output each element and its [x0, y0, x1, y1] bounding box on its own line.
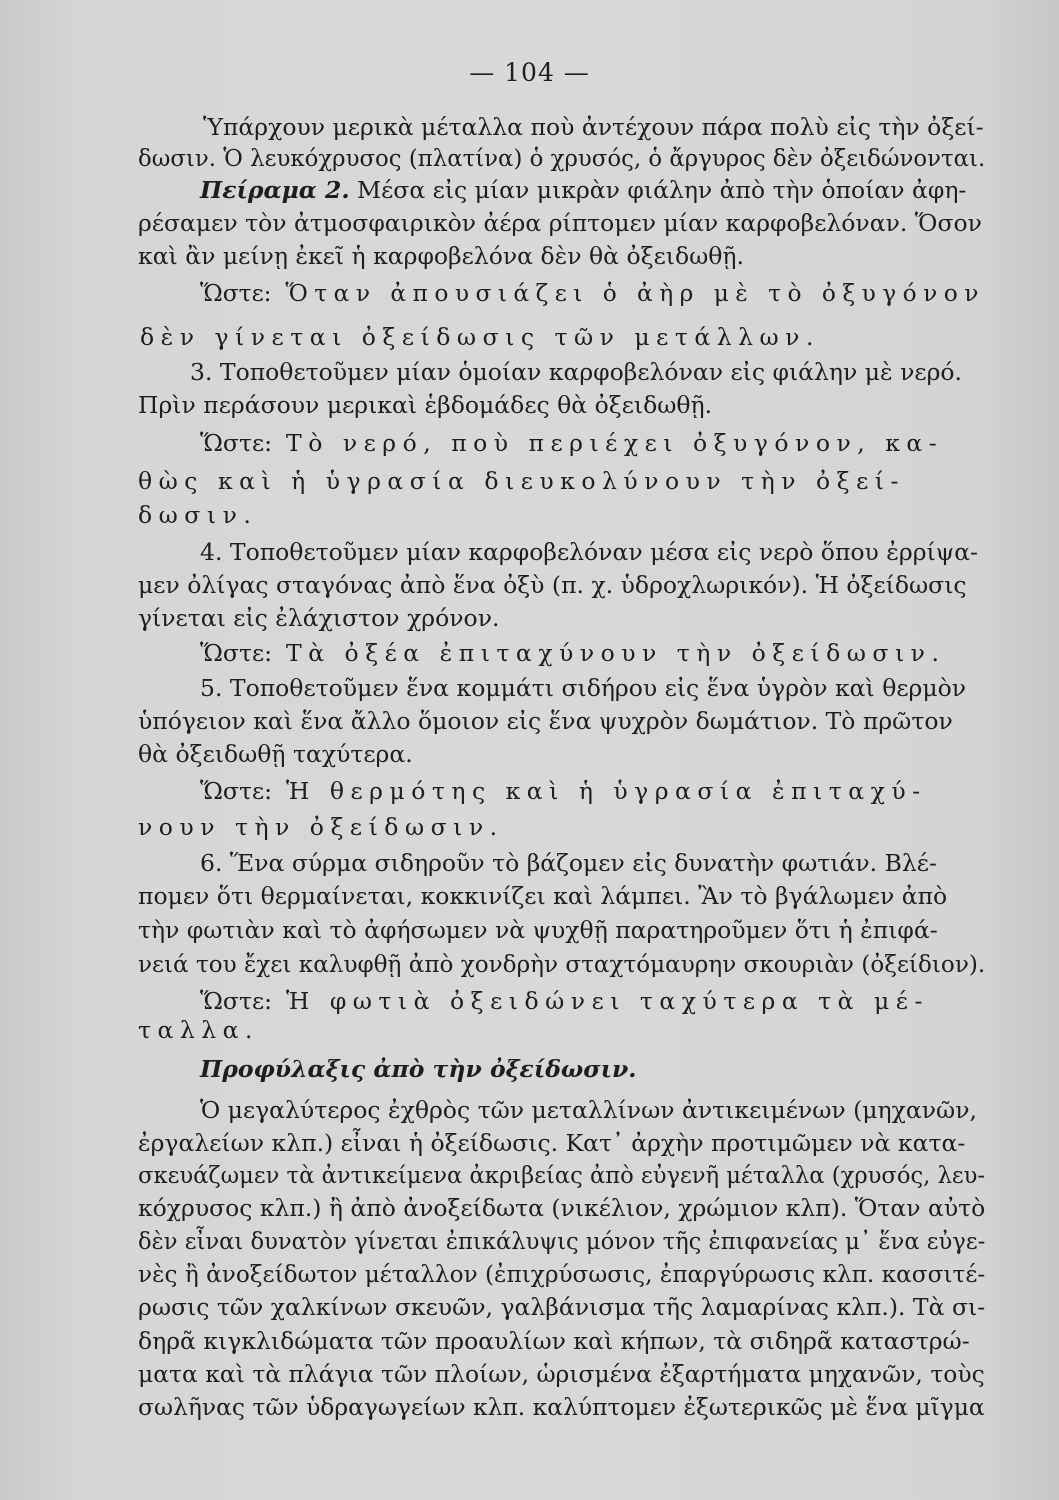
text-line: 5. Τοποθετοῦμεν ἕνα κομμάτι σιδήρου εἰς ἕνα ὑγρὸν καὶ θερμὸν [200, 674, 967, 702]
text-line: Ὑπάρχουν μερικὰ μέταλλα ποὺ ἀντέχουν πάρα πολὺ εἰς τὴν ὀξεί- [203, 113, 984, 141]
conclusion-line: νουν τὴν ὀξείδωσιν. [138, 813, 504, 841]
text-line: μεν ὀλίγας σταγόνας ἀπὸ ἕνα ὀξὺ (π. χ. ὑδροχλωρικόν). Ἡ ὀξείδωσις [138, 571, 967, 599]
text-line: Πρὶν περάσουν μερικαὶ ἑβδομάδες θὰ ὀξειδωθῇ. [138, 391, 713, 419]
text-line: δηρᾶ κιγκλιδώματα τῶν προαυλίων καὶ κήπων, τὰ σιδηρᾶ καταστρώ- [138, 1327, 970, 1355]
conclusion-line: δωσιν. [138, 501, 258, 529]
section-heading: Προφύλαξις ἀπὸ τὴν ὀξείδωσιν. [200, 1055, 637, 1083]
text-line: θὰ ὀξειδωθῇ ταχύτερα. [138, 740, 413, 768]
text-line: ἐργαλείων κλπ.) εἶναι ἡ ὀξείδωσις. Κατ᾽ ἀρχὴν προτιμῶμεν νὰ κατα- [138, 1129, 966, 1157]
text-line: 4. Τοποθετοῦμεν μίαν καρφοβελόναν μέσα εἰς νερὸ ὅπου ἐρρίψα- [200, 538, 979, 566]
text-line: 6. Ἕνα σύρμα σιδηροῦν τὸ βάζομεν εἰς δυνατὴν φωτιάν. Βλέ- [200, 849, 937, 877]
text-line: 3. Τοποθετοῦμεν μίαν ὁμοίαν καρφοβελόναν εἰς φιάλην μὲ νερό. [190, 358, 963, 386]
text-line: καὶ ἂν μείνῃ ἐκεῖ ἡ καρφοβελόνα δὲν θὰ ὀξειδωθῇ. [138, 242, 744, 270]
text-line: σκευάζωμεν τὰ ἀντικείμενα ἀκριβείας ἀπὸ εὐγενῆ μέταλλα (χρυσός, λευ- [138, 1161, 986, 1189]
text-line: τὴν φωτιὰν καὶ τὸ ἀφήσωμεν νὰ ψυχθῇ παρατηροῦμεν ὅτι ἡ ἐπιφά- [138, 916, 938, 944]
text-line: δὲν εἶναι δυνατὸν γίνεται ἐπικάλυψις μόνον τῆς ἐπιφανείας μ᾽ ἕνα εὐγε- [138, 1227, 986, 1255]
text-line: Πείραμα 2. Μέσα εἰς μίαν μικρὰν φιάλην ἀπὸ τὴν ὁποίαν ἀφη- [200, 176, 967, 204]
conclusion-line: Ὥστε: Ἡ θερμότης καὶ ἡ ὑγρασία ἐπιταχύ- [200, 777, 927, 805]
conclusion-line: ταλλα. [138, 1016, 259, 1044]
conclusion-line: Ὥστε: Τὸ νερό, ποὺ περιέχει ὀξυγόνον, κα- [200, 429, 944, 457]
text-line: ρέσαμεν τὸν ἀτμοσφαιρικὸν ἀέρα ρίπτομεν μίαν καρφοβελόναν. Ὅσον [138, 209, 982, 237]
text-line: σωλῆνας τῶν ὑδραγωγείων κλπ. καλύπτομεν ἐξωτερικῶς μὲ ἕνα μῖγμα [138, 1393, 985, 1421]
text-line: κόχρυσος κλπ.) ἢ ἀπὸ ἀνοξείδωτα (νικέλιον, χρώμιον κλπ). Ὅταν αὐτὸ [138, 1194, 986, 1222]
experiment-label: Πείραμα 2. [200, 176, 350, 204]
conclusion-line: Ὥστε: Ὅταν ἀπουσιάζει ὁ ἀὴρ μὲ τὸ ὀξυγόνον [200, 279, 985, 307]
conclusion-line: θὼς καὶ ἡ ὑγρασία διευκολύνουν τὴν ὀξεί- [138, 467, 905, 495]
conclusion-line: δὲν γίνεται ὀξείδωσις τῶν μετάλλων. [140, 323, 820, 351]
text-line: γίνεται εἰς ἐλάχιστον χρόνον. [138, 604, 500, 632]
text-line: πομεν ὅτι θερμαίνεται, κοκκινίζει καὶ λάμπει. Ἂν τὸ βγάλωμεν ἀπὸ [138, 882, 948, 910]
conclusion-line: Ὥστε: Τὰ ὀξέα ἐπιταχύνουν τὴν ὀξείδωσιν. [200, 639, 946, 667]
text-line: νὲς ἢ ἀνοξείδωτον μέταλλον (ἐπιχρύσωσις, ἐπαργύρωσις κλπ. κασσιτέ- [138, 1260, 986, 1288]
text-line: ὑπόγειον καὶ ἕνα ἄλλο ὅμοιον εἰς ἕνα ψυχρὸν δωμάτιον. Τὸ πρῶτον [138, 707, 953, 735]
text-line: ρωσις τῶν χαλκίνων σκευῶν, γαλβάνισμα τῆς λαμαρίνας κλπ.). Τὰ σι- [138, 1293, 986, 1321]
text-line: Ὁ μεγαλύτερος ἐχθρὸς τῶν μεταλλίνων ἀντικειμένων (μηχανῶν, [200, 1096, 977, 1124]
text-line: νειά του ἔχει καλυφθῇ ἀπὸ χονδρὴν σταχτόμαυρην σκουριὰν (ὀξείδιον). [138, 950, 986, 978]
page-number: — 104 — [469, 58, 590, 87]
conclusion-line: Ὥστε: Ἡ φωτιὰ ὀξειδώνει ταχύτερα τὰ μέ- [200, 987, 929, 1015]
text-line: ματα καὶ τὰ πλάγια τῶν πλοίων, ὡρισμένα ἐξαρτήματα μηχανῶν, τοὺς [138, 1360, 985, 1388]
text-line: δωσιν. Ὁ λευκόχρυσος (πλατίνα) ὁ χρυσός, ὁ ἄργυρος δὲν ὀξειδώνονται. [138, 144, 986, 172]
